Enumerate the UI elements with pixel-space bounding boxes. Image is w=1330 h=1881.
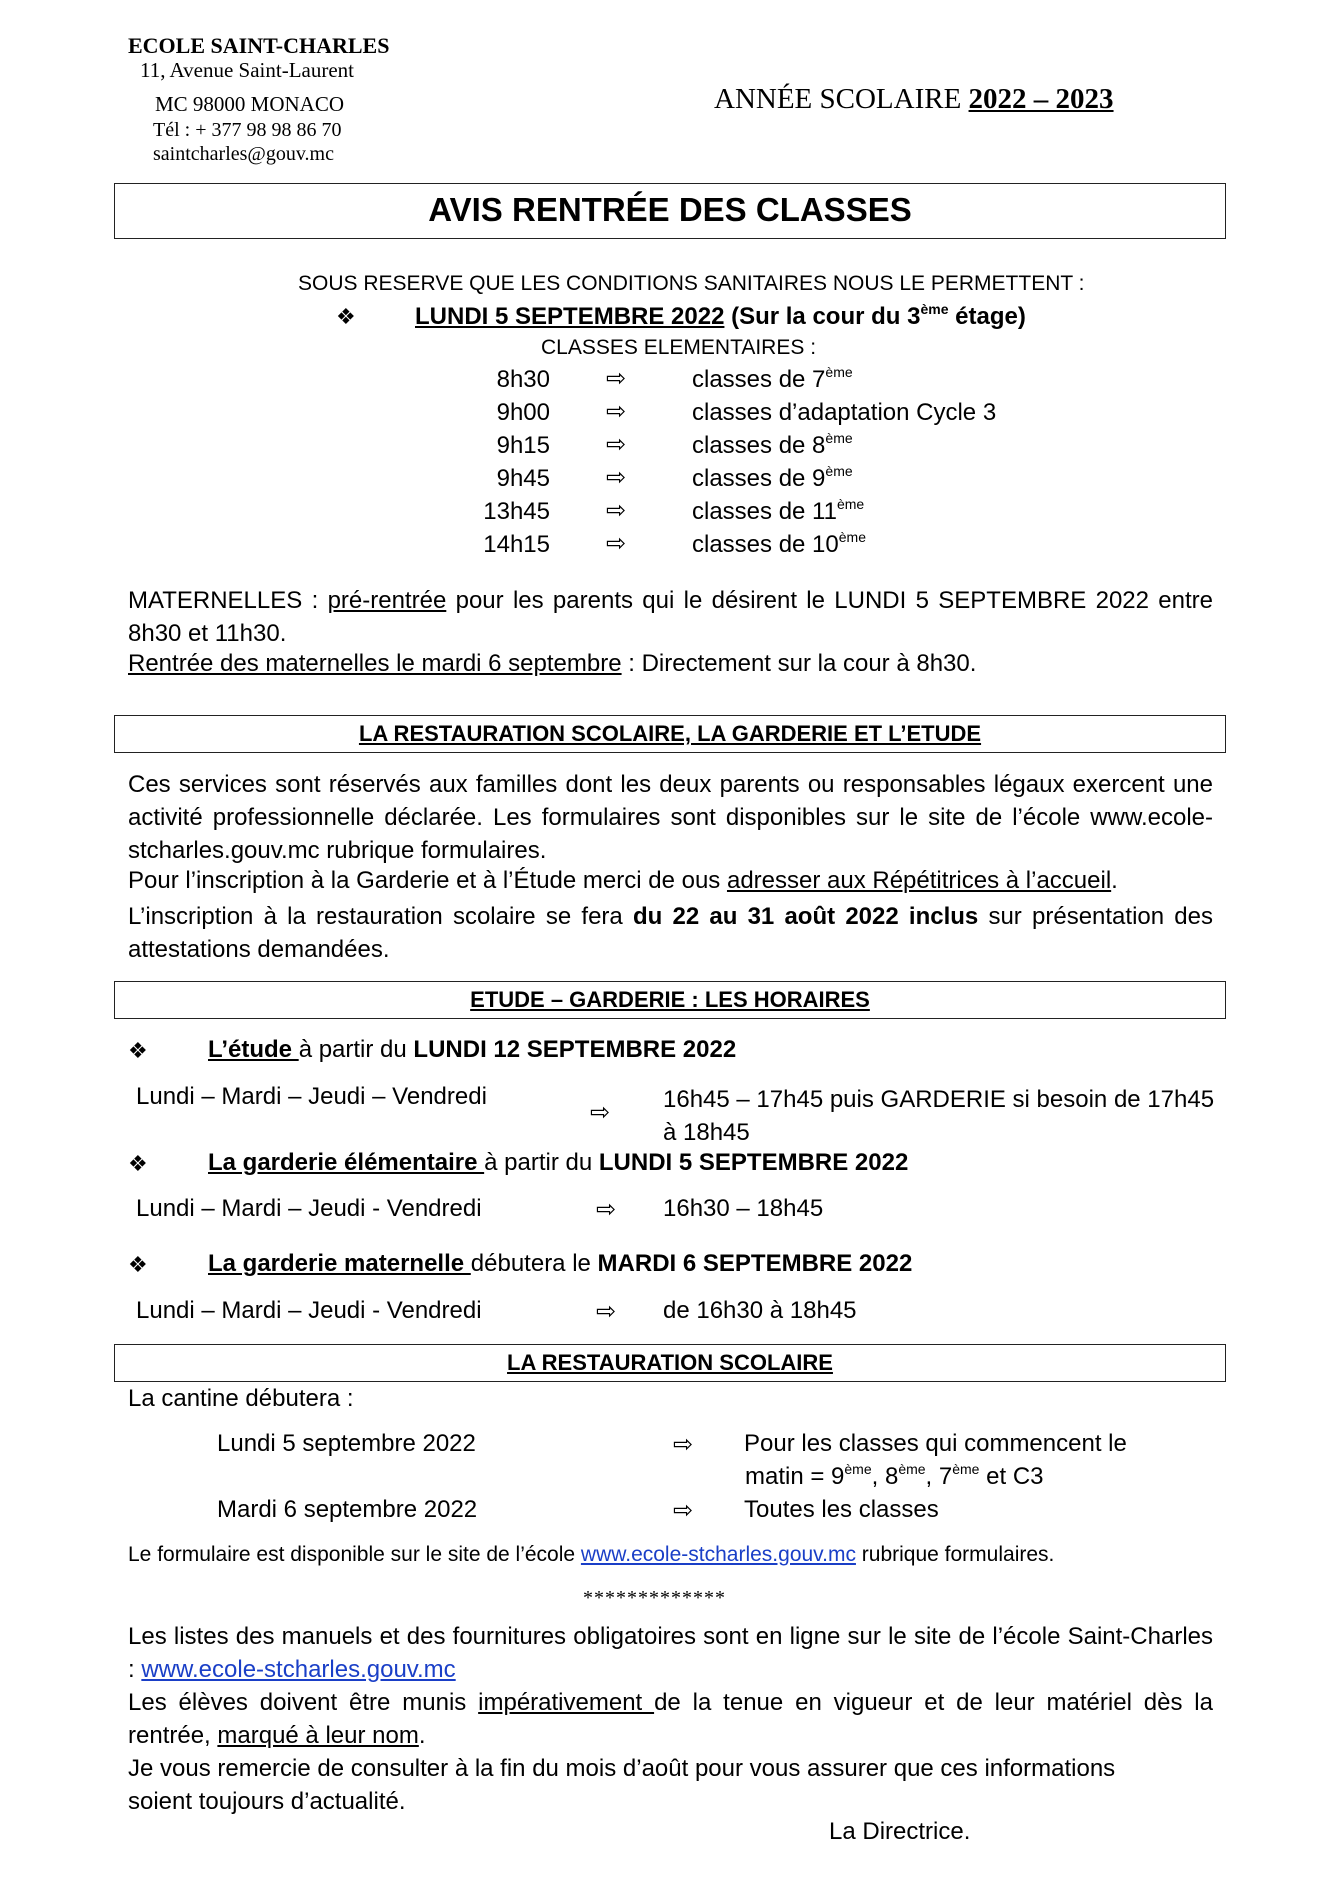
bullet-icon: ❖ (128, 1039, 148, 1064)
garderie-maternelle-days: Lundi – Mardi – Jeudi - Vendredi (136, 1297, 482, 1324)
arrow-right-icon: ⇨ (606, 529, 627, 557)
schedule-time: 8h30 (496, 366, 550, 393)
signature: La Directrice. (829, 1818, 971, 1845)
school-year: ANNÉE SCOLAIRE 2022 – 2023 (714, 83, 1114, 115)
school-phone: Tél : + 377 98 98 86 70 (153, 119, 342, 141)
closing-paragraph-3: Je vous remercie de consulter à la fin du mois d’août pour vous assurer que ces informations soient toujours d’actualité. (128, 1755, 1116, 1815)
schedule-time: 9h45 (496, 465, 550, 492)
etude-hours: 16h45 – 17h45 puis GARDERIE si besoin de 17h45 à 18h45 (663, 1086, 1215, 1146)
pre-rentree: pré-rentrée (327, 587, 447, 614)
cantine-intro: La cantine débutera : (128, 1385, 354, 1412)
cantine-row1-classes: matin = 9ème, 8ème, 7ème et C3 (745, 1461, 1044, 1490)
schedule-class: classes de 9ème (692, 463, 853, 492)
schedule-class: classes d’adaptation Cycle 3 (692, 399, 997, 426)
garderie-elementaire-title: La garderie élémentaire à partir du LUNDI 5 SEPTEMBRE 2022 (208, 1149, 909, 1176)
school-year-value: 2022 – 2023 (968, 83, 1114, 115)
services-heading: LA RESTAURATION SCOLAIRE, LA GARDERIE ET L’ETUDE (114, 715, 1226, 753)
schedule-time: 9h15 (496, 432, 550, 459)
arrow-right-icon: ⇨ (590, 1098, 611, 1126)
school-website-link[interactable]: www.ecole-stcharles.gouv.mc (141, 1656, 456, 1683)
cantine-heading: LA RESTAURATION SCOLAIRE (114, 1344, 1226, 1382)
services-paragraph-3: L’inscription à la restauration scolaire se fera du 22 au 31 août 2022 inclus sur présentation des attestations demandées. (128, 903, 1213, 963)
school-address: 11, Avenue Saint-Laurent (140, 58, 355, 82)
schedule-time: 9h00 (496, 399, 550, 426)
etude-days: Lundi – Mardi – Jeudi – Vendredi (136, 1083, 487, 1110)
etude-title: L’étude à partir du LUNDI 12 SEPTEMBRE 2022 (208, 1036, 737, 1063)
bullet-icon: ❖ (336, 305, 356, 330)
separator: ************* (583, 1587, 726, 1609)
schedule-time: 14h15 (483, 531, 550, 558)
page-title: AVIS RENTRÉE DES CLASSES (114, 183, 1226, 239)
sanitary-condition: SOUS RESERVE QUE LES CONDITIONS SANITAIRES NOUS LE PERMETTENT : (298, 272, 1085, 295)
rentree-date: LUNDI 5 SEPTEMBRE 2022 (415, 303, 725, 330)
school-website-link[interactable]: www.ecole-stcharles.gouv.mc (580, 1543, 856, 1566)
bullet-icon: ❖ (128, 1253, 148, 1278)
arrow-right-icon: ⇨ (596, 1297, 617, 1325)
classes-label: CLASSES ELEMENTAIRES : (541, 336, 817, 359)
garderie-maternelle-title: La garderie maternelle débutera le MARDI 6 SEPTEMBRE 2022 (208, 1250, 913, 1277)
school-city: MC 98000 MONACO (155, 92, 345, 116)
schedule-class: classes de 8ème (692, 430, 853, 459)
garderie-elementaire-days: Lundi – Mardi – Jeudi - Vendredi (136, 1195, 482, 1222)
closing-paragraph-2: Les élèves doivent être munis impérativement de la tenue en vigueur et de leur matériel dès la rentrée, marqué à leur nom. (128, 1689, 1213, 1749)
closing-paragraph-1: Les listes des manuels et des fournitures obligatoires sont en ligne sur le site de l’école Saint-Charles : www.ecole-stcharles.gouv.mc (128, 1623, 1213, 1683)
maternelles-rentree: Rentrée des maternelles le mardi 6 septembre : Directement sur la cour à 8h30. (128, 650, 977, 677)
cantine-form-note: Le formulaire est disponible sur le site de l’école www.ecole-stcharles.gouv.mc rubrique formulaires. (128, 1543, 1055, 1566)
arrow-right-icon: ⇨ (606, 496, 627, 524)
horaires-heading: ETUDE – GARDERIE : LES HORAIRES (114, 981, 1226, 1019)
garderie-elementaire-hours: 16h30 – 18h45 (663, 1195, 824, 1222)
school-name: ECOLE SAINT-CHARLES (128, 33, 390, 58)
arrow-right-icon: ⇨ (673, 1496, 694, 1524)
services-paragraph-1: Ces services sont réservés aux familles dont les deux parents ou responsables légaux exercent une activité professionnelle déclarée. Les formulaires sont disponibles sur le site de l’école www.ecole-stcharles.gouv.mc rubrique formulaires. (128, 771, 1213, 864)
bullet-icon: ❖ (128, 1152, 148, 1177)
arrow-right-icon: ⇨ (606, 463, 627, 491)
cantine-row2-text: Toutes les classes (744, 1496, 939, 1523)
services-paragraph-2: Pour l’inscription à la Garderie et à l’Étude merci de ous adresser aux Répétitrices à l’accueil. (128, 867, 1118, 894)
arrow-right-icon: ⇨ (673, 1430, 694, 1458)
garderie-maternelle-hours: de 16h30 à 18h45 (663, 1297, 857, 1324)
schedule-class: classes de 10ème (692, 529, 866, 558)
maternelles-paragraph: MATERNELLES : pré-rentrée pour les parents qui le désirent le LUNDI 5 SEPTEMBRE 2022 entre 8h30 et 11h30. (128, 587, 1213, 647)
schedule-class: classes de 11ème (692, 496, 865, 525)
cantine-row2-date: Mardi 6 septembre 2022 (217, 1496, 478, 1523)
arrow-right-icon: ⇨ (606, 397, 627, 425)
rentree-date-line: LUNDI 5 SEPTEMBRE 2022 (Sur la cour du 3ème étage) (415, 301, 1026, 330)
cantine-row1-text: Pour les classes qui commencent le (744, 1430, 1127, 1457)
arrow-right-icon: ⇨ (606, 364, 627, 392)
cantine-row1-date: Lundi 5 septembre 2022 (217, 1430, 476, 1457)
schedule-time: 13h45 (483, 498, 550, 525)
school-email: saintcharles@gouv.mc (153, 143, 334, 165)
arrow-right-icon: ⇨ (596, 1195, 617, 1223)
arrow-right-icon: ⇨ (606, 430, 627, 458)
schedule-class: classes de 7ème (692, 364, 853, 393)
